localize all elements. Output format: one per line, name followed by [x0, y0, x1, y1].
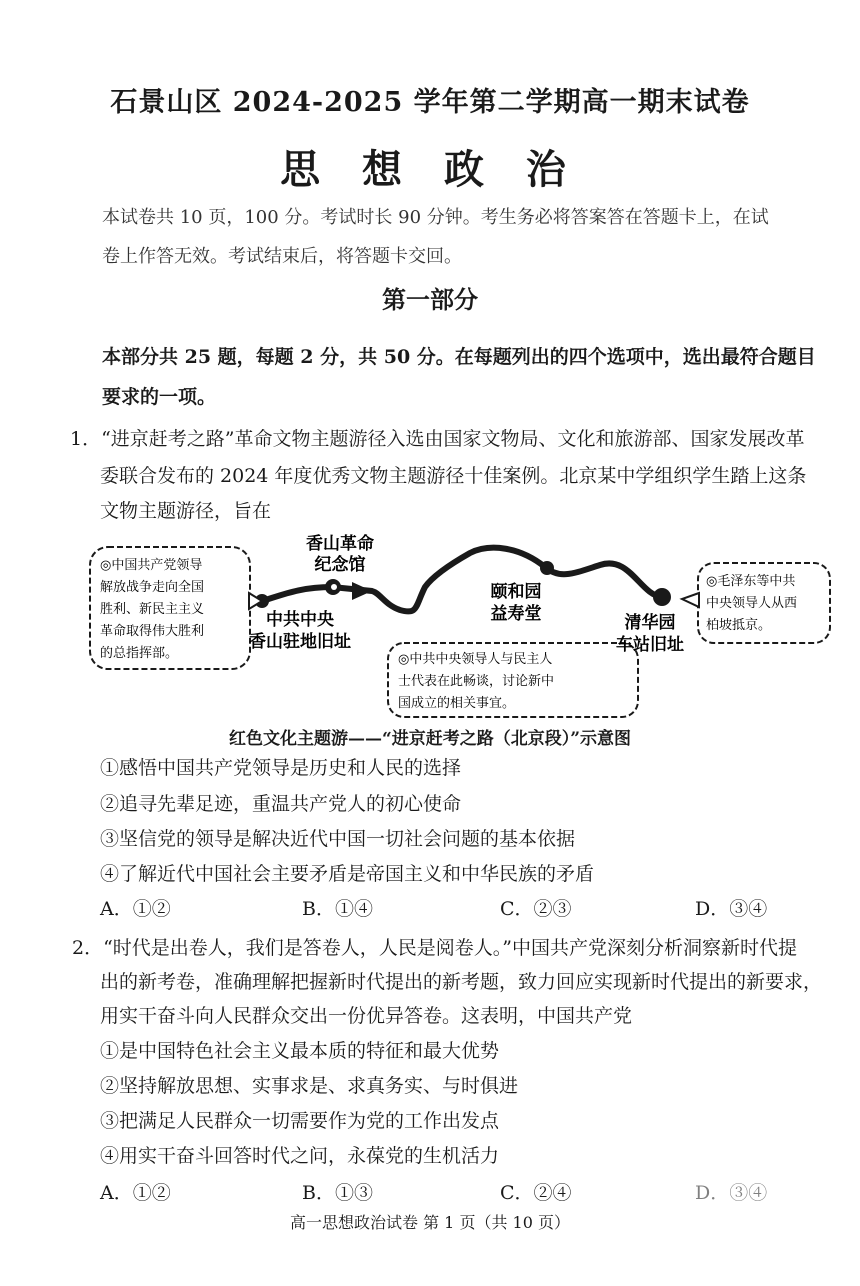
bubble-middle [388, 643, 638, 717]
route-diagram [0, 525, 860, 725]
q1-choice-c[interactable]: C．②③ [500, 898, 572, 920]
stop-xiangshan-label-2: 纪念馆 [314, 555, 366, 575]
q1-statement-4: ④了解近代中国社会主要矛盾是帝国主义和中华民族的矛盾 [100, 863, 595, 885]
bubble-middle-line-1: ◎中共中央领导人与民主人 [398, 652, 553, 667]
q2-choice-d[interactable]: D．③④ [695, 1182, 768, 1204]
q1-choice-d[interactable]: D．③④ [695, 898, 768, 920]
q1-stem-line-2: 委联合发布的 2024 年度优秀文物主题游径十佳案例。北京某中学组织学生踏上这条 [100, 465, 807, 487]
stop-qinghua-label-1: 清华园 [624, 613, 676, 633]
q1-choice-b[interactable]: B．①④ [302, 898, 373, 920]
q1-stem-line-3: 文物主题游径，旨在 [100, 500, 272, 522]
stop-zhongyang-label-2: 香山驻地旧址 [249, 632, 351, 652]
bubble-right-line-3: 柏坡抵京。 [706, 618, 772, 633]
q2-statement-2: ②坚持解放思想、实事求是、求真务实、与时俱进 [100, 1075, 519, 1097]
part1-instr-line-2: 要求的一项。 [102, 386, 217, 408]
q1-statement-3: ③坚信党的领导是解决近代中国一切社会问题的基本依据 [100, 828, 576, 850]
intro-line-1: 本试卷共 10 页，100 分。考试时长 90 分钟。考生务必将答案答在答题卡上，在试 [102, 207, 769, 228]
q2-stem-line-1: 2．“时代是出卷人，我们是答卷人，人民是阅卷人。”中国共产党深刻分析洞察新时代提 [72, 937, 798, 959]
q1-stem-line-1: 1．“进京赶考之路”革命文物主题游径入选由国家文物局、文化和旅游部、国家发展改革 [70, 428, 805, 450]
stop-zhongyang-label-1: 中共中央 [266, 610, 334, 630]
stop-xiangshan-label-1: 香山革命 [306, 534, 374, 554]
bubble-right-line-2: 中央领导人从西 [706, 596, 798, 611]
page-footer: 高一思想政治试卷 第 1 页（共 10 页） [290, 1213, 570, 1232]
bubble-left-line-1: ◎中国共产党领导 [100, 558, 203, 573]
bubble-right-line-1: ◎毛泽东等中共 [706, 574, 796, 589]
bubble-left-line-3: 胜利、新民主主义 [100, 602, 205, 617]
subject-title: 思 想 政 治 [280, 146, 580, 193]
stop-yiheyuan-label-2: 益寿堂 [490, 604, 542, 624]
stop-dot-qinghua [653, 588, 671, 606]
bubble-left [90, 547, 262, 669]
q2-stem-line-3: 用实干奋斗向人民群众交出一份优异答卷。这表明，中国共产党 [100, 1005, 633, 1027]
q1-choice-a[interactable]: A．①② [100, 898, 171, 920]
part1-instr-line-1: 本部分共 25 题，每题 2 分，共 50 分。在每题列出的四个选项中，选出最符合题目 [102, 346, 816, 368]
stop-dot-yiheyuan [540, 561, 554, 575]
q2-choice-b[interactable]: B．①③ [302, 1182, 373, 1204]
route-arrow-icon [352, 582, 372, 600]
stop-qinghua-label-2: 车站旧址 [616, 635, 684, 655]
diagram-caption: 红色文化主题游——“进京赶考之路（北京段）”示意图 [228, 729, 632, 749]
bubble-left-line-4: 革命取得伟大胜利 [100, 624, 205, 639]
q1-statement-2: ②追寻先辈足迹，重温共产党人的初心使命 [100, 793, 462, 815]
part1-title: 第一部分 [382, 285, 478, 314]
bubble-right [682, 563, 830, 643]
q2-choice-a[interactable]: A．①② [100, 1182, 171, 1204]
exam-title: 石景山区 2024-2025 学年第二学期高一期末试卷 [110, 87, 750, 118]
q1-statement-1: ①感悟中国共产党领导是历史和人民的选择 [100, 757, 462, 779]
q2-choice-c[interactable]: C．②④ [500, 1182, 572, 1204]
bubble-left-line-2: 解放战争走向全国 [100, 580, 205, 595]
intro-line-2: 卷上作答无效。考试结束后，将答题卡交回。 [102, 246, 462, 267]
q2-statement-4: ④用实干奋斗回答时代之问，永葆党的生机活力 [100, 1145, 500, 1167]
bubble-middle-line-2: 士代表在此畅谈，讨论新中 [398, 674, 555, 689]
stop-yiheyuan-label-1: 颐和园 [490, 582, 542, 602]
q2-statement-1: ①是中国特色社会主义最本质的特征和最大优势 [100, 1040, 500, 1062]
bubble-left-line-5: 的总指挥部。 [100, 646, 179, 661]
q2-stem-line-2: 出的新考卷，准确理解把握新时代提出的新考题，致力回应实现新时代提出的新要求， [100, 971, 823, 993]
q2-statement-3: ③把满足人民群众一切需要作为党的工作出发点 [100, 1110, 500, 1132]
bubble-middle-line-3: 国成立的相关事宜。 [398, 696, 516, 711]
